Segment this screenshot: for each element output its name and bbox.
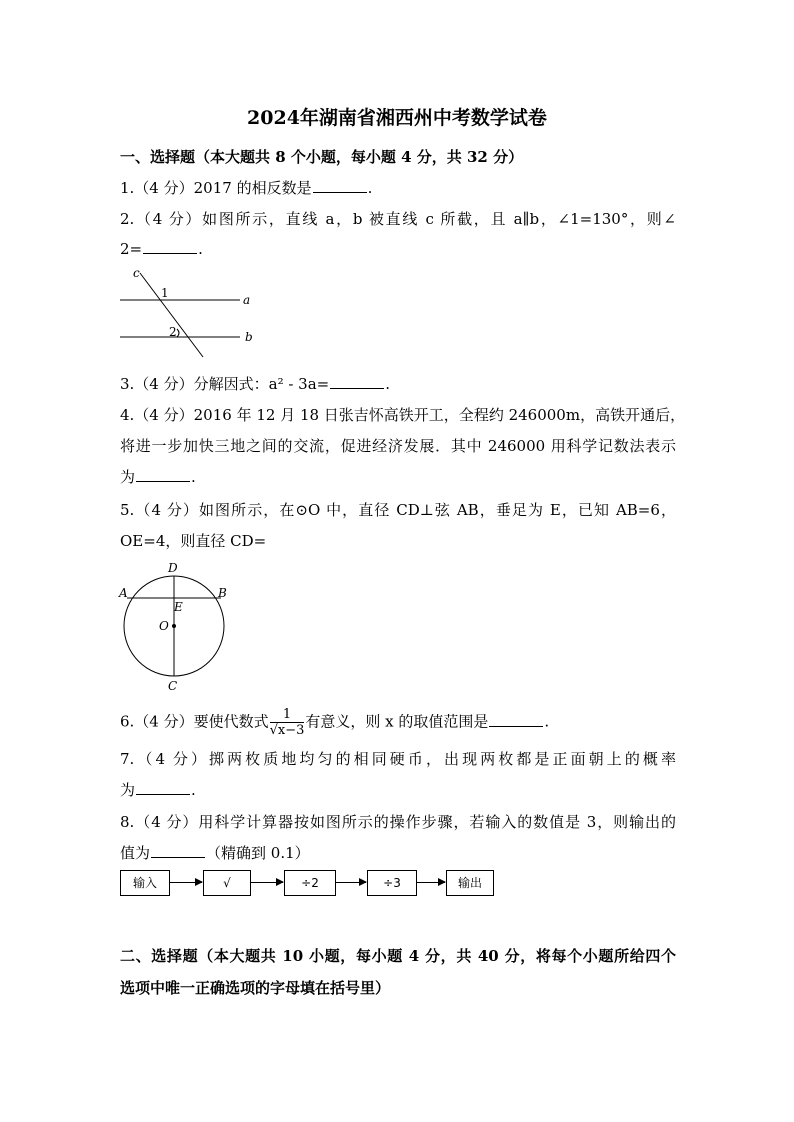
- label-c: c: [133, 266, 140, 280]
- label-c: C: [168, 679, 178, 693]
- question-1-end: .: [367, 179, 373, 197]
- question-2-end: .: [198, 240, 203, 258]
- flow-arrow: [417, 882, 445, 883]
- question-6-end: .: [544, 712, 550, 731]
- question-7-line-1: 7.（4 分）掷两枚质地均匀的相同硬币，出现两枚都是正面朝上的概率: [120, 750, 676, 768]
- page-title: 2024年湖南省湘西州中考数学试卷: [247, 107, 547, 129]
- center-o: [172, 624, 176, 628]
- label-b: B: [218, 586, 227, 600]
- flow-input-box: 输入: [120, 870, 170, 896]
- question-6-text: 6.（4 分）要使代数式: [120, 712, 269, 731]
- question-2-line-2: [120, 239, 203, 258]
- question-7-text: 为: [120, 781, 136, 799]
- question-4-end: .: [191, 468, 196, 486]
- section-1-heading: 一、选择题（本大题共 8 个小题，每小题 4 分，共 32 分）: [120, 148, 524, 166]
- answer-blank: [136, 780, 190, 795]
- answer-blank: [136, 467, 190, 482]
- parallel-lines-figure: [115, 265, 265, 365]
- section-2-heading-line-2: 选项中唯一正确选项的字母填在括号里）: [120, 979, 391, 997]
- label-e: E: [174, 600, 183, 614]
- question-8-line-1: 8.（4 分）用科学计算器按如图所示的操作步骤，若输入的数值是 3，则输出的: [120, 813, 676, 831]
- question-7-end: .: [191, 781, 196, 799]
- line-c: [140, 273, 203, 357]
- answer-blank: [313, 178, 367, 193]
- question-4-line-2: 将进一步加快三地之间的交流，促进经济发展．其中 246000 用科学记数法表示: [120, 437, 676, 455]
- flow-arrow: [251, 882, 283, 883]
- flow-arrow: [170, 882, 202, 883]
- circle-figure: [115, 558, 235, 696]
- label-angle-2: 2: [169, 325, 177, 339]
- question-1-text: 1.（4 分）2017 的相反数是: [120, 179, 312, 197]
- answer-blank: [330, 374, 384, 389]
- label-o: O: [159, 619, 169, 633]
- answer-blank: [151, 843, 205, 858]
- question-1: [120, 177, 372, 198]
- answer-blank: [143, 239, 197, 254]
- section-2-heading-line-1: 二、选择题（本大题共 10 小题，每小题 4 分，共 40 分，将每个小题所给四个: [120, 947, 676, 965]
- label-angle-1: 1: [161, 286, 169, 300]
- answer-blank: [489, 712, 543, 727]
- question-8-line-2: [120, 842, 310, 863]
- fraction-denominator: √x−3: [269, 723, 305, 738]
- question-5-line-1: 5.（4 分）如图所示，在⊙O 中，直径 CD⊥弦 AB，垂足为 E，已知 AB=6，: [120, 501, 676, 519]
- question-8-note: （精确到 0.1）: [206, 844, 310, 862]
- question-4-line-3: [120, 466, 196, 487]
- question-2-text: 2=: [120, 240, 143, 258]
- flow-divide-2-box: ÷2: [284, 870, 336, 896]
- angle-2-arc: [177, 329, 179, 337]
- fraction-numerator: 1: [270, 707, 305, 723]
- label-b: b: [245, 330, 253, 344]
- question-2-line-1: 2.（4 分）如图所示，直线 a，b 被直线 c 所截，且 a∥b，∠1=130°，则∠: [120, 210, 676, 228]
- question-6-condition: 有意义，则 x 的取值范围是: [305, 712, 489, 731]
- label-d: D: [168, 561, 178, 575]
- fraction: [270, 707, 305, 738]
- flow-sqrt-box: √: [203, 870, 251, 896]
- question-3-end: .: [385, 375, 391, 393]
- question-3: [120, 373, 390, 394]
- question-8-text: 值为: [120, 844, 151, 862]
- question-5-line-2: OE=4，则直径 CD=: [120, 532, 267, 550]
- flow-output-box: 输出: [446, 870, 494, 896]
- question-6: [120, 707, 549, 738]
- label-a: A: [119, 586, 128, 600]
- question-3-text: 3.（4 分）分解因式：a² - 3a=: [120, 375, 330, 393]
- flow-arrow: [336, 882, 366, 883]
- question-7-line-2: [120, 779, 196, 800]
- question-4-line-1: 4.（4 分）2016 年 12 月 18 日张吉怀高铁开工，全程约 246000m，高铁开通后，: [120, 406, 686, 424]
- flow-divide-3-box: ÷3: [367, 870, 417, 896]
- label-a: a: [243, 293, 251, 307]
- question-4-text: 为: [120, 468, 136, 486]
